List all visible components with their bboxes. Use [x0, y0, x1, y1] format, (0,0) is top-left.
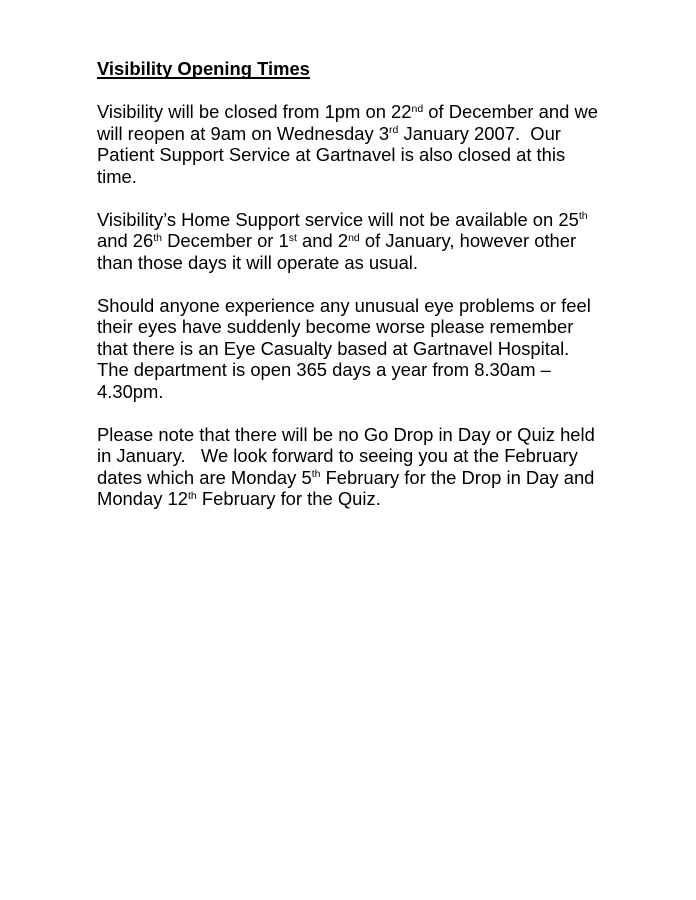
text-run: will reopen at 9am on Wednesday 3: [97, 122, 390, 144]
document-title: Visibility Opening Times: [97, 58, 310, 79]
text-line: [97, 123, 696, 145]
text-run: and 2: [296, 230, 349, 251]
text-run: January 2007. Our: [398, 122, 561, 144]
text-line: [97, 359, 696, 381]
text-run: Patient Support Service at Gartnavel is also closed at this: [97, 144, 566, 165]
paragraph-2: [97, 209, 696, 274]
text-run: February for the Quiz.: [196, 488, 381, 509]
ordinal-superscript: th: [188, 489, 197, 502]
text-run: Should anyone experience any unusual eye problems or feel: [97, 294, 591, 316]
text-run: dates which are Monday 5: [97, 466, 312, 488]
document-body: [97, 101, 696, 510]
text-run: December or 1: [162, 230, 289, 251]
text-line: [97, 338, 696, 360]
text-run: that there is an Eye Casualty based at Gartnavel Hospital.: [97, 337, 570, 359]
text-line: [97, 467, 696, 489]
paragraph-4: [97, 424, 696, 510]
text-run: Visibility’s Home Support service will not be available on 25: [97, 208, 579, 230]
ordinal-superscript: th: [311, 468, 321, 480]
text-line: [97, 381, 696, 403]
ordinal-superscript: th: [578, 210, 588, 222]
text-line: [97, 101, 696, 123]
text-run: and 26: [97, 230, 154, 251]
ordinal-superscript: th: [153, 231, 163, 244]
paragraph-1: [97, 101, 696, 187]
text-run: Monday 12: [97, 488, 188, 509]
text-line: [97, 209, 696, 231]
ordinal-superscript: rd: [389, 124, 399, 136]
ordinal-superscript: st: [288, 231, 297, 244]
text-line: [97, 230, 696, 252]
paragraph-3: [97, 295, 696, 403]
text-run: of January, however other: [359, 230, 577, 251]
text-line: [97, 316, 696, 338]
text-run: Please note that there will be no Go Drop in Day or Quiz held: [97, 423, 595, 445]
text-line: [97, 144, 696, 166]
text-run: 4.30pm.: [97, 380, 164, 402]
text-line: [97, 445, 696, 467]
text-run: of December and we: [423, 101, 598, 122]
text-run: than those days it will operate as usual.: [97, 251, 419, 273]
text-run: in January. We look forward to seeing you at the February: [97, 445, 578, 466]
text-line: [97, 252, 696, 274]
text-line: [97, 166, 696, 188]
ordinal-superscript: nd: [348, 231, 360, 244]
text-run: The department is open 365 days a year from 8.30am –: [97, 359, 551, 380]
text-run: Visibility will be closed from 1pm on 22: [97, 101, 412, 122]
ordinal-superscript: nd: [411, 102, 424, 115]
text-run: time.: [97, 165, 137, 187]
text-line: [97, 424, 696, 446]
text-line: [97, 488, 696, 510]
text-run: February for the Drop in Day and: [320, 466, 595, 488]
text-run: their eyes have suddenly become worse please remember: [97, 316, 574, 337]
text-line: [97, 295, 696, 317]
